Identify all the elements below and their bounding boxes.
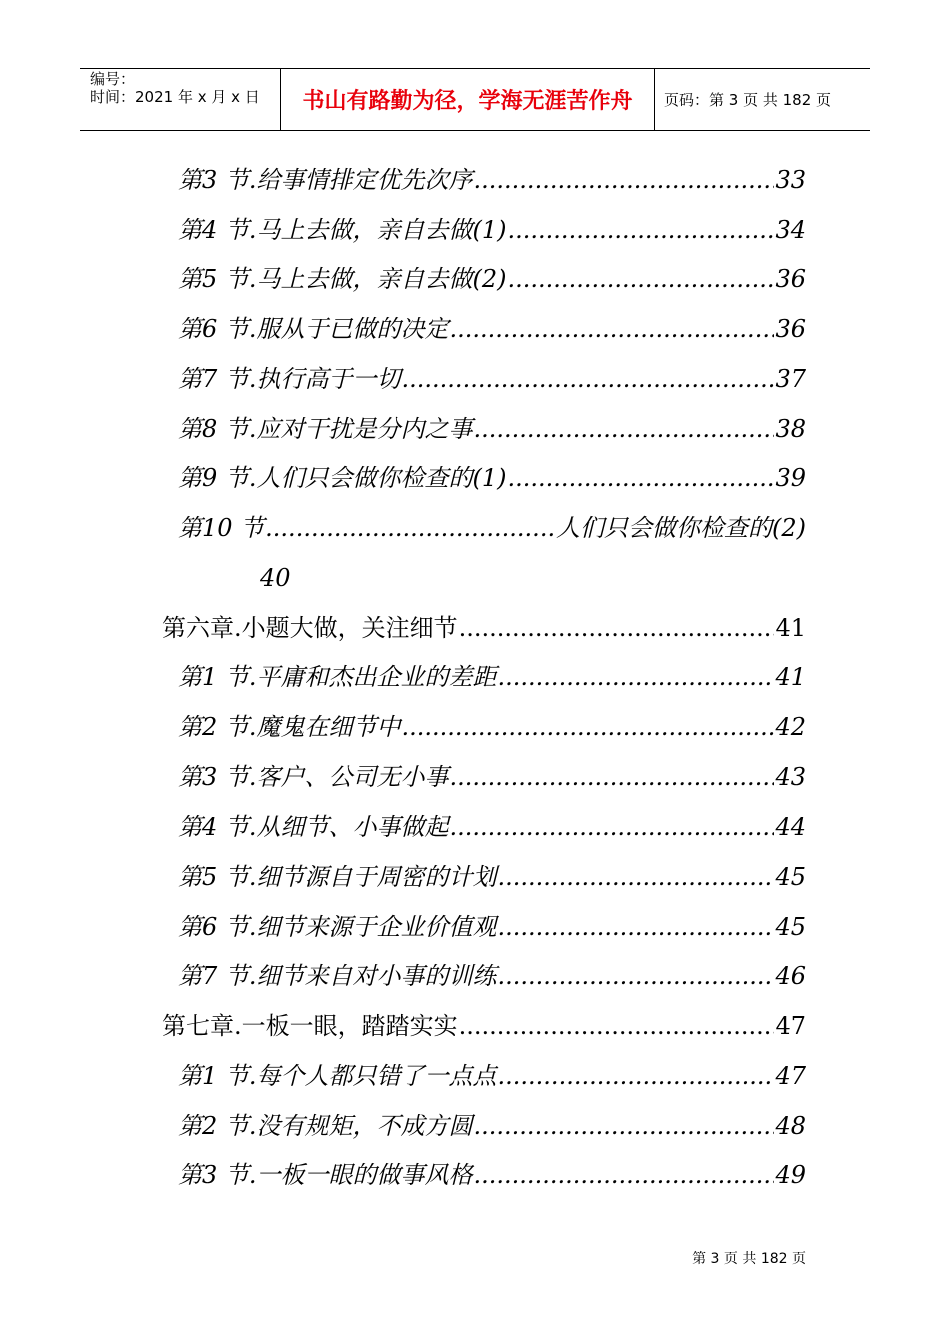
page-footer: 第 3 页 共 182 页: [692, 1251, 806, 1267]
document-date: 时间：2021 年 x 月 x 日: [90, 88, 260, 106]
toc-entry[interactable]: [178, 312, 806, 346]
toc-leader: [508, 262, 775, 296]
toc-entry-page: 39: [775, 464, 806, 492]
toc-entry-title: 第2 节.魔鬼在细节中: [178, 713, 401, 741]
page-header: [80, 68, 870, 131]
toc-entry-title: 第3 节.客户、公司无小事: [178, 763, 449, 791]
toc-entry-page: 33: [775, 166, 806, 194]
toc-leader: [498, 910, 775, 944]
toc-entry-title: 第6 节.服从于已做的决定: [178, 315, 449, 343]
toc-entry-page: 人们只会做你检查的(2): [556, 514, 806, 542]
toc-leader: [450, 312, 775, 346]
toc-leader: [459, 1009, 775, 1043]
toc-leader: [474, 1109, 775, 1143]
toc-entry[interactable]: [178, 959, 806, 993]
header-meta: [80, 69, 281, 130]
header-page-info: 页码：第 3 页 共 182 页: [664, 91, 832, 109]
toc-entry-page: 48: [775, 1112, 806, 1140]
toc-entry-page: 49: [775, 1161, 806, 1189]
toc-chapter[interactable]: [162, 611, 806, 645]
toc-entry[interactable]: [178, 362, 806, 396]
toc-entry-page: 36: [775, 315, 806, 343]
toc-leader: [402, 710, 775, 744]
header-motto: 书山有路勤为径，学海无涯苦作舟: [281, 69, 655, 130]
toc-leader: [450, 760, 775, 794]
toc-entry-title: 第4 节.马上去做，亲自去做(1): [178, 216, 507, 244]
toc-entry-page-wrapped: 40: [260, 564, 291, 592]
toc-chapter-page: 41: [775, 614, 806, 642]
toc-leader: [498, 1059, 775, 1093]
toc-entry[interactable]: [178, 810, 806, 844]
toc-entry-page: 34: [775, 216, 806, 244]
toc-entry-page: 45: [775, 913, 806, 941]
toc-entry[interactable]: [178, 1158, 806, 1192]
toc-entry-title: 第9 节.人们只会做你检查的(1): [178, 464, 507, 492]
toc-leader: [450, 810, 775, 844]
toc-entry-title: 第5 节.马上去做，亲自去做(2): [178, 265, 507, 293]
toc-entry-page: 41: [775, 663, 806, 691]
toc-leader: [459, 611, 775, 645]
toc-entry[interactable]: [178, 860, 806, 894]
toc-entry[interactable]: [178, 213, 806, 247]
toc-entry[interactable]: [178, 760, 806, 794]
toc-leader: [498, 959, 775, 993]
toc-entry[interactable]: [178, 511, 806, 545]
toc-chapter-title: 第六章.小题大做，关注细节: [162, 614, 458, 642]
toc-entry-title: 第3 节.一板一眼的做事风格: [178, 1161, 473, 1189]
toc-leader: [498, 660, 775, 694]
toc-entry[interactable]: [178, 1059, 806, 1093]
toc-chapter-title: 第七章.一板一眼，踏踏实实: [162, 1012, 458, 1040]
toc-entry[interactable]: [178, 1109, 806, 1143]
toc-entry[interactable]: [178, 163, 806, 197]
toc-leader: [474, 163, 775, 197]
toc-entry-title: 第6 节.细节来源于企业价值观: [178, 913, 497, 941]
toc-leader: [474, 412, 775, 446]
toc-leader: [474, 1158, 775, 1192]
toc-entry-title: 第3 节.给事情排定优先次序: [178, 166, 473, 194]
toc-entry[interactable]: [178, 910, 806, 944]
toc-entry-title: 第10 节: [178, 514, 265, 542]
toc-leader: [508, 461, 775, 495]
toc-leader: [265, 511, 555, 545]
toc-entry-page: 43: [775, 763, 806, 791]
toc-entry-title: 第2 节.没有规矩，不成方圆: [178, 1112, 473, 1140]
toc-entry[interactable]: [178, 412, 806, 446]
toc-entry[interactable]: [178, 710, 806, 744]
toc-entry-title: 第1 节.平庸和杰出企业的差距: [178, 663, 497, 691]
toc-entry-page: 42: [775, 713, 806, 741]
toc-entry-page: 38: [775, 415, 806, 443]
toc-entry-page: 47: [775, 1062, 806, 1090]
toc-leader: [402, 362, 775, 396]
toc-leader: [508, 213, 775, 247]
toc-entry-page: 45: [775, 863, 806, 891]
toc-chapter-page: 47: [775, 1012, 806, 1040]
toc-entry[interactable]: [178, 660, 806, 694]
toc-entry[interactable]: [178, 461, 806, 495]
toc-entry-title: 第1 节.每个人都只错了一点点: [178, 1062, 497, 1090]
toc-entry-page: 46: [775, 962, 806, 990]
document-number: 编号：: [90, 70, 136, 88]
toc-entry[interactable]: [178, 262, 806, 296]
toc-chapter[interactable]: [162, 1009, 806, 1043]
toc-entry-page: 37: [775, 365, 806, 393]
toc-entry-title: 第7 节.细节来自对小事的训练: [178, 962, 497, 990]
toc-entry-title: 第5 节.细节源自于周密的计划: [178, 863, 497, 891]
toc-entry-title: 第4 节.从细节、小事做起: [178, 813, 449, 841]
toc-entry-page: 36: [775, 265, 806, 293]
toc-entry-page: 44: [775, 813, 806, 841]
toc-leader: [498, 860, 775, 894]
toc-entry-title: 第7 节.执行高于一切: [178, 365, 401, 393]
toc-entry-title: 第8 节.应对干扰是分内之事: [178, 415, 473, 443]
